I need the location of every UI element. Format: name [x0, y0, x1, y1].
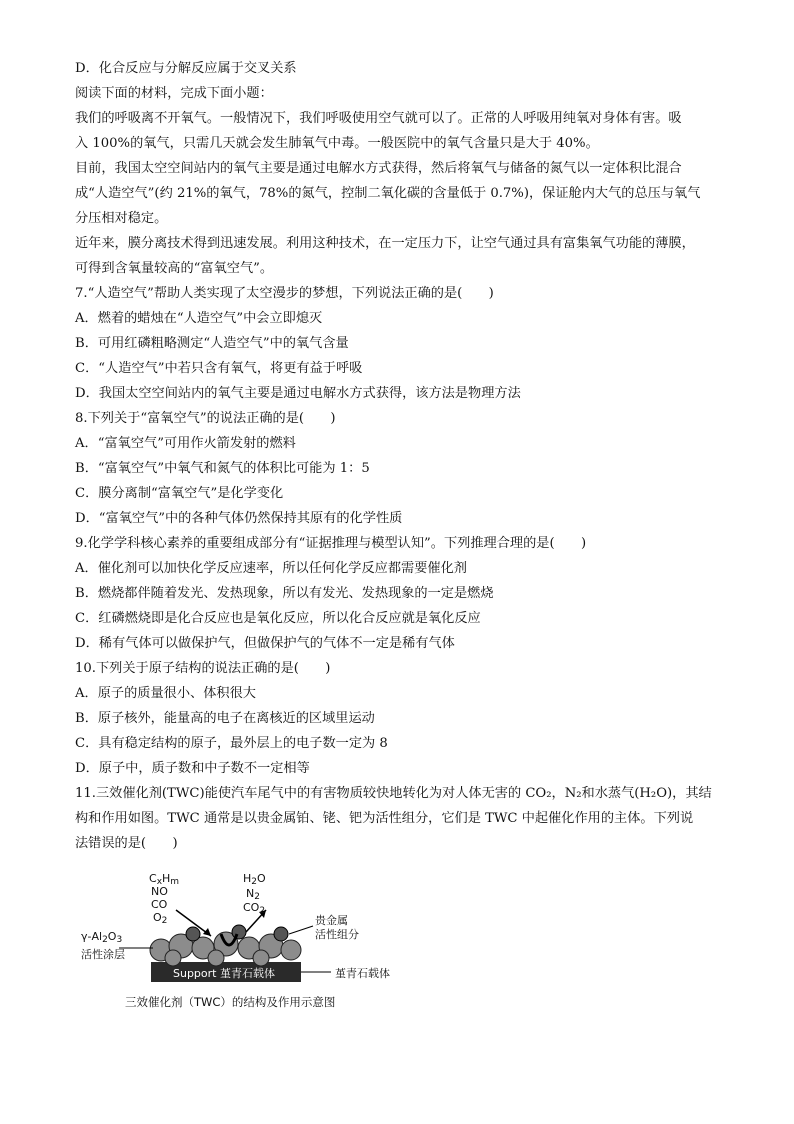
material-paragraph-1-line-1: 我们的呼吸离不开氧气。一般情况下，我们呼吸使用空气就可以了。正常的人呼吸用纯氧对身体有害。吸 — [75, 111, 682, 126]
question-10-option-d: D．原子中，质子数和中子数不一定相等 — [75, 761, 310, 776]
question-11-line-2: 构和作用如图。TWC 通常是以贵金属铂、铑、钯为活性组分，它们是 TWC 中起催化作用的主体。下列说 — [75, 811, 694, 826]
material-paragraph-3-line-2: 可得到含氧量较高的“富氧空气”。 — [75, 261, 274, 276]
question-7-option-b: B．可用红磷粗略测定“人造空气”中的氧气含量 — [75, 336, 349, 351]
support-inner-label: Support 堇青石载体 — [173, 967, 275, 980]
inbound-gas-o2: $O_2$ — [153, 911, 168, 926]
inbound-gas-hydrocarbon: $C_xH_m$ — [149, 872, 180, 887]
question-9-option-d: D．稀有气体可以做保护气，但做保护气的气体不一定是稀有气体 — [75, 636, 455, 651]
question-7-option-c: C．“人造空气”中若只含有氧气，将更有益于呼吸 — [75, 361, 363, 376]
question-9: 9.化学学科核心素养的重要组成部分有“证据推理与模型认知”。下列推理合理的是( ) — [75, 536, 587, 551]
material-paragraph-2-line-3: 分压相对稳定。 — [75, 211, 168, 226]
material-paragraph-2-line-2: 成“人造空气”(约 21%的氧气，78%的氮气，控制二氧化碳的含量低于 0.7%)，保证舱内大气的总压与氧气 — [75, 186, 701, 201]
document-page — [75, 56, 725, 1030]
question-8-option-d: D．“富氧空气”中的各种气体仍然保持其原有的化学性质 — [75, 511, 403, 526]
question-11-line-1: 11.三效催化剂(TWC)能使汽车尾气中的有害物质较快地转化为对人体无害的 CO₂，N₂和水蒸气(H₂O)，其结 — [75, 786, 712, 801]
outbound-gas-n2: $N_2$ — [246, 887, 260, 902]
inbound-gas-no: NO — [151, 885, 168, 898]
question-7: 7.“人造空气”帮助人类实现了太空漫步的梦想，下列说法正确的是( ) — [75, 286, 494, 301]
outbound-gas-co2: $CO_2$ — [243, 901, 266, 916]
question-11-line-3: 法错误的是( ) — [75, 836, 178, 851]
question-8: 8.下列关于“富氧空气”的说法正确的是( ) — [75, 411, 336, 426]
option-d-previous: D．化合反应与分解反应属于交叉关系 — [75, 61, 297, 76]
question-8-option-c: C．膜分离制“富氧空气”是化学变化 — [75, 486, 284, 501]
support-outer-label: 堇青石载体 — [335, 967, 390, 980]
material-paragraph-1-line-2: 入 100%的氧气，只需几天就会发生肺氧气中毒。一般医院中的氧气含量只是大于 40%。 — [75, 136, 599, 151]
question-7-option-d: D．我国太空空间站内的氧气主要是通过电解水方式获得，该方法是物理方法 — [75, 386, 521, 401]
question-10: 10.下列关于原子结构的说法正确的是( ) — [75, 661, 331, 676]
inbound-gas-co: CO — [151, 898, 168, 911]
question-8-option-b: B．“富氧空气”中氧气和氮气的体积比可能为 1：5 — [75, 461, 370, 476]
question-10-option-b: B．原子核外，能量高的电子在离核近的区域里运动 — [75, 711, 375, 726]
metal-pointer — [289, 926, 313, 934]
question-10-option-a: A．原子的质量很小、体积很大 — [75, 686, 256, 701]
question-9-option-a: A．催化剂可以加快化学反应速率，所以任何化学反应都需要催化剂 — [75, 561, 467, 576]
figure-caption: 三效催化剂（TWC）的结构及作用示意图 — [125, 995, 336, 1009]
twc-structure-figure — [81, 870, 411, 1030]
outbound-gas-h2o: $H_2O$ — [243, 872, 266, 887]
question-9-option-c: C．红磷燃烧即是化合反应也是氧化反应，所以化合反应就是氧化反应 — [75, 611, 481, 626]
reading-intro: 阅读下面的材料，完成下面小题： — [75, 86, 273, 101]
question-8-option-a: A．“富氧空气”可用作火箭发射的燃料 — [75, 436, 296, 451]
question-7-option-a: A．燃着的蜡烛在“人造空气”中会立即熄灭 — [75, 311, 323, 326]
question-10-option-c: C．具有稳定结构的原子，最外层上的电子数一定为 8 — [75, 736, 388, 751]
material-paragraph-2-line-1: 目前，我国太空空间站内的氧气主要是通过电解水方式获得，然后将氧气与储备的氮气以一定体积比混合 — [75, 161, 682, 176]
question-9-option-b: B．燃烧都伴随着发光、发热现象，所以有发光、发热现象的一定是燃烧 — [75, 586, 494, 601]
noble-metal-label-1: 贵金属 — [315, 914, 348, 927]
noble-metal-label-2: 活性组分 — [315, 928, 359, 941]
material-paragraph-3-line-1: 近年来，膜分离技术得到迅速发展。利用这种技术，在一定压力下，让空气通过具有富集氧气功能的薄膜， — [75, 236, 695, 251]
coating-label-formula: $\gamma-Al_2O_3$ — [81, 930, 123, 945]
coating-label-text: 活性涂层 — [81, 948, 125, 961]
